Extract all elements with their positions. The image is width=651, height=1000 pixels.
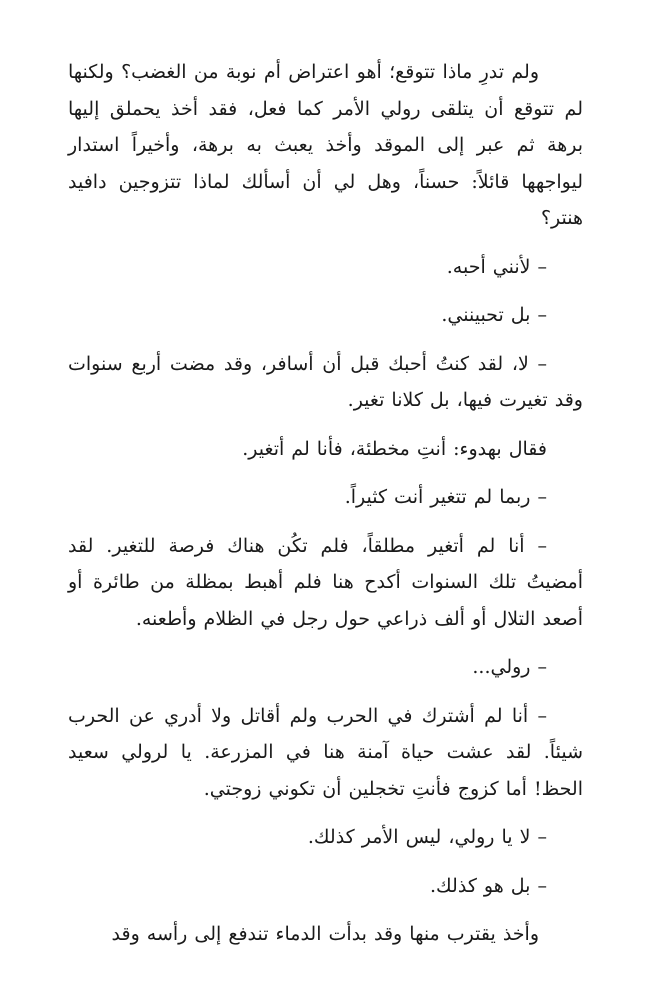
dialogue-line: – ربما لم تتغير أنت كثيراً. [344,486,547,508]
dialogue-line: – رولي... [472,656,547,678]
dialogue-line: – لا يا رولي، ليس الأمر كذلك. [307,826,547,848]
dialogue-line: – أنا لم أتغير مطلقاً، فلم تكُن هناك فرصة للتغير. لقد أمضيتُ تلك السنوات أكدح هنا فلم أهبط بمظلة من طائرة أو أصعد التلال أو ألف ذراعي حول رجل في الظلام وأطعنه. [68,534,583,630]
dialogue-line: – لا، لقد كنتُ أحبك قبل أن أسافر، وقد مضت أربع سنوات وقد تغيرت فيها، بل كلانا تغير. [68,352,583,411]
dialogue-line: – بل هو كذلك. [430,874,547,897]
dialogue-line: فقال بهدوء: أنتِ مخطئة، فأنا لم أتغير. [242,437,547,460]
dialogue-line: – أنا لم أشترك في الحرب ولم أقاتل ولا أدري عن الحرب شيئاً. لقد عشت حياة آمنة هنا في المزرعة. يا لرولي سعيد الحظ! أما كزوج فأنتِ تخجلين أن تكوني زوجتي. [68,704,583,800]
dialogue-line: – بل تحبينني. [441,304,547,326]
narrative-paragraph: ولم تدرِ ماذا تتوقع؛ أهو اعتراض أم نوبة من الغضب؟ ولكنها لم تتوقع أن يتلقى رولي الأمر كما فعل، فقد أخذ يحملق إليها برهة ثم عبر إلى الموقد وأخذ يعبث به برهة، وأخيراً استدار ليواجهها قائلاً: حسناً، وهل لي أن أسألك لماذا تتزوجين دافيد هنتر؟ [68,61,583,229]
narrative-paragraph: وأخذ يقترب منها وقد بدأت الدماء تندفع إلى رأسه وقد [111,923,539,945]
dialogue-line: – لأنني أحبه. [446,255,547,278]
